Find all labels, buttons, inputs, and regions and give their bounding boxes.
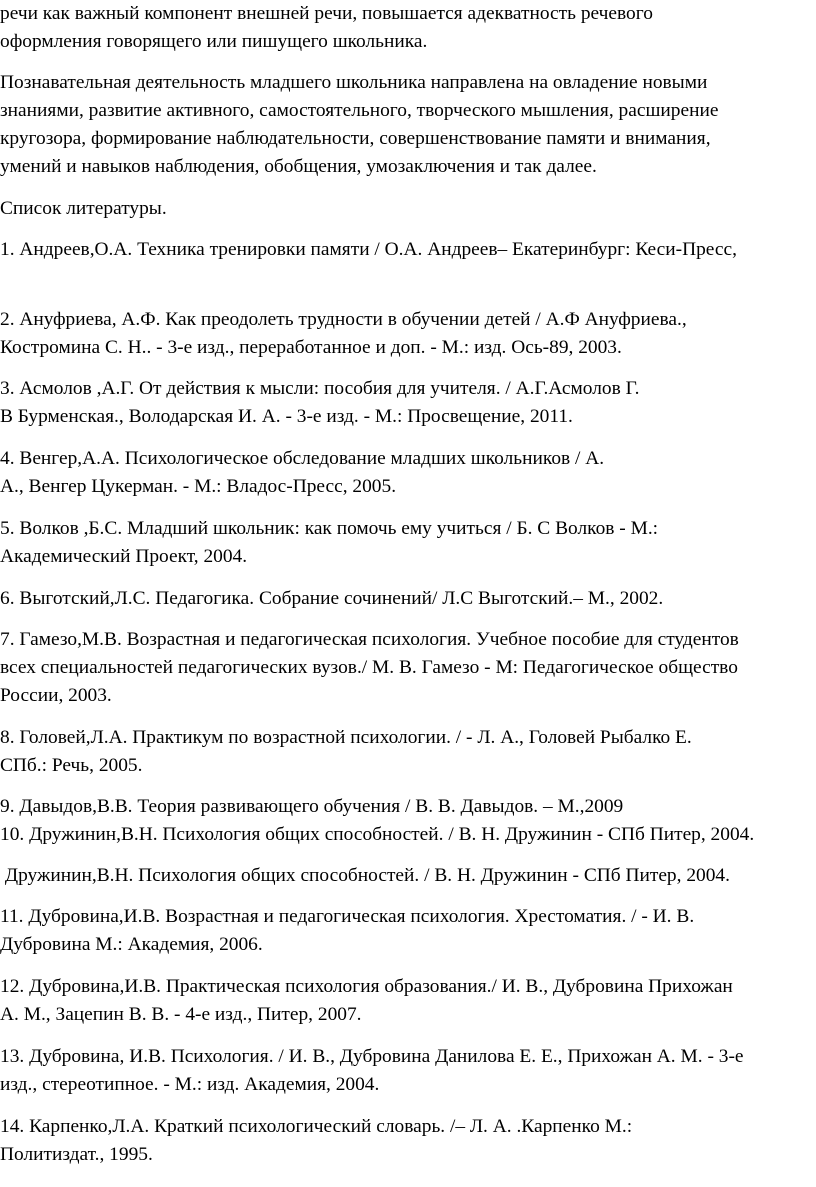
text-line: А. М., Зацепин В. В. - 4-е изд., Питер, 2007.: [0, 1004, 362, 1025]
text-line: 13. Дубровина, И.В. Психология. / И. В., Дубровина Данилова Е. Е., Прихожан А. М. - 3-е: [0, 1046, 744, 1067]
text-line: 1. Андреев,О.А. Техника тренировки памяти / О.А. Андреев– Екатеринбург: Кеси-Пресс,: [0, 239, 737, 260]
text-line: Политиздат., 1995.: [0, 1144, 153, 1165]
reference-item-12: [0, 973, 733, 1029]
text-line: Дружинин,В.Н. Психология общих способностей. / В. Н. Дружинин - СПб Питер, 2004.: [0, 865, 730, 886]
text-line: оформления говорящего или пишущего школьника.: [0, 31, 428, 52]
text-line: Академический Проект, 2004.: [0, 546, 248, 567]
reference-item-13: [0, 1043, 744, 1099]
text-line: 3. Асмолов ,А.Г. От действия к мысли: пособия для учителя. / А.Г.Асмолов Г.: [0, 378, 640, 399]
reference-item-3: [0, 375, 639, 431]
text-line: кругозора, формирование наблюдательности, совершенствование памяти и внимания,: [0, 128, 711, 149]
text-line: речи как важный компонент внешней речи, повышается адекватность речевого: [0, 3, 653, 24]
text-line: 11. Дубровина,И.В. Возрастная и педагогическая психология. Хрестоматия. / - И. В.: [0, 906, 695, 927]
cognitive-paragraph: [0, 69, 718, 181]
text-line: России, 2003.: [0, 685, 112, 706]
reference-item-6: [0, 585, 663, 613]
reference-item-7: [0, 626, 739, 710]
text-line: СПб.: Речь, 2005.: [0, 755, 143, 776]
text-line: 10. Дружинин,В.Н. Психология общих способностей. / В. Н. Дружинин - СПб Питер, 2004.: [0, 824, 755, 845]
text-line: 4. Венгер,А.А. Психологическое обследование младших школьников / А.: [0, 448, 605, 469]
text-line: всех специальностей педагогических вузов./ М. В. Гамезо - М: Педагогическое общество: [0, 657, 738, 678]
text-line: 5. Волков ,Б.С. Младший школьник: как помочь ему учиться / Б. С Волков - М.:: [0, 518, 659, 539]
text-line: В Бурменская., Володарская И. А. - 3-е изд. - М.: Просвещение, 2011.: [0, 406, 573, 427]
intro-paragraph: [0, 0, 653, 56]
text-line: 7. Гамезо,М.В. Возрастная и педагогическая психология. Учебное пособие для студентов: [0, 629, 739, 650]
text-line: Костромина С. Н.. - 3-е изд., переработанное и доп. - М.: изд. Ось-89, 2003.: [0, 337, 622, 358]
reference-item-4: [0, 445, 604, 501]
text-line: умений и навыков наблюдения, обобщения, умозаключения и так далее.: [0, 156, 597, 177]
text-line: 14. Карпенко,Л.А. Краткий психологический словарь. /– Л. А. .Карпенко М.:: [0, 1116, 633, 1137]
reference-item-duplicate: [0, 862, 730, 890]
reference-item-14: [0, 1113, 632, 1169]
reference-item-9-10: [0, 793, 754, 849]
text-line: знаниями, развитие активного, самостоятельного, творческого мышления, расширение: [0, 100, 719, 121]
text-line: Дубровина М.: Академия, 2006.: [0, 934, 263, 955]
text-line: изд., стереотипное. - М.: изд. Академия, 2004.: [0, 1074, 380, 1095]
text-line: 2. Ануфриева, А.Ф. Как преодолеть трудности в обучении детей / А.Ф Ануфриева.,: [0, 309, 687, 330]
reference-item-8: [0, 724, 692, 780]
text-line: 8. Головей,Л.А. Практикум по возрастной психологии. / - Л. А., Головей Рыбалко Е.: [0, 727, 692, 748]
text-line: Познавательная деятельность младшего школьника направлена на овладение новыми: [0, 72, 708, 93]
reference-item-1: [0, 236, 737, 264]
reference-item-2: [0, 306, 687, 362]
reference-item-5: [0, 515, 658, 571]
text-line: 9. Давыдов,В.В. Теория развивающего обучения / В. В. Давыдов. – М.,2009: [0, 796, 624, 817]
references-heading: Список литературы.: [0, 198, 167, 219]
text-line: А., Венгер Цукерман. - М.: Владос-Пресс, 2005.: [0, 476, 397, 497]
text-line: 12. Дубровина,И.В. Практическая психология образования./ И. В., Дубровина Прихожан: [0, 976, 733, 997]
reference-item-11: [0, 903, 694, 959]
text-line: 6. Выготский,Л.С. Педагогика. Собрание сочинений/ Л.С Выготский.– М., 2002.: [0, 588, 664, 609]
